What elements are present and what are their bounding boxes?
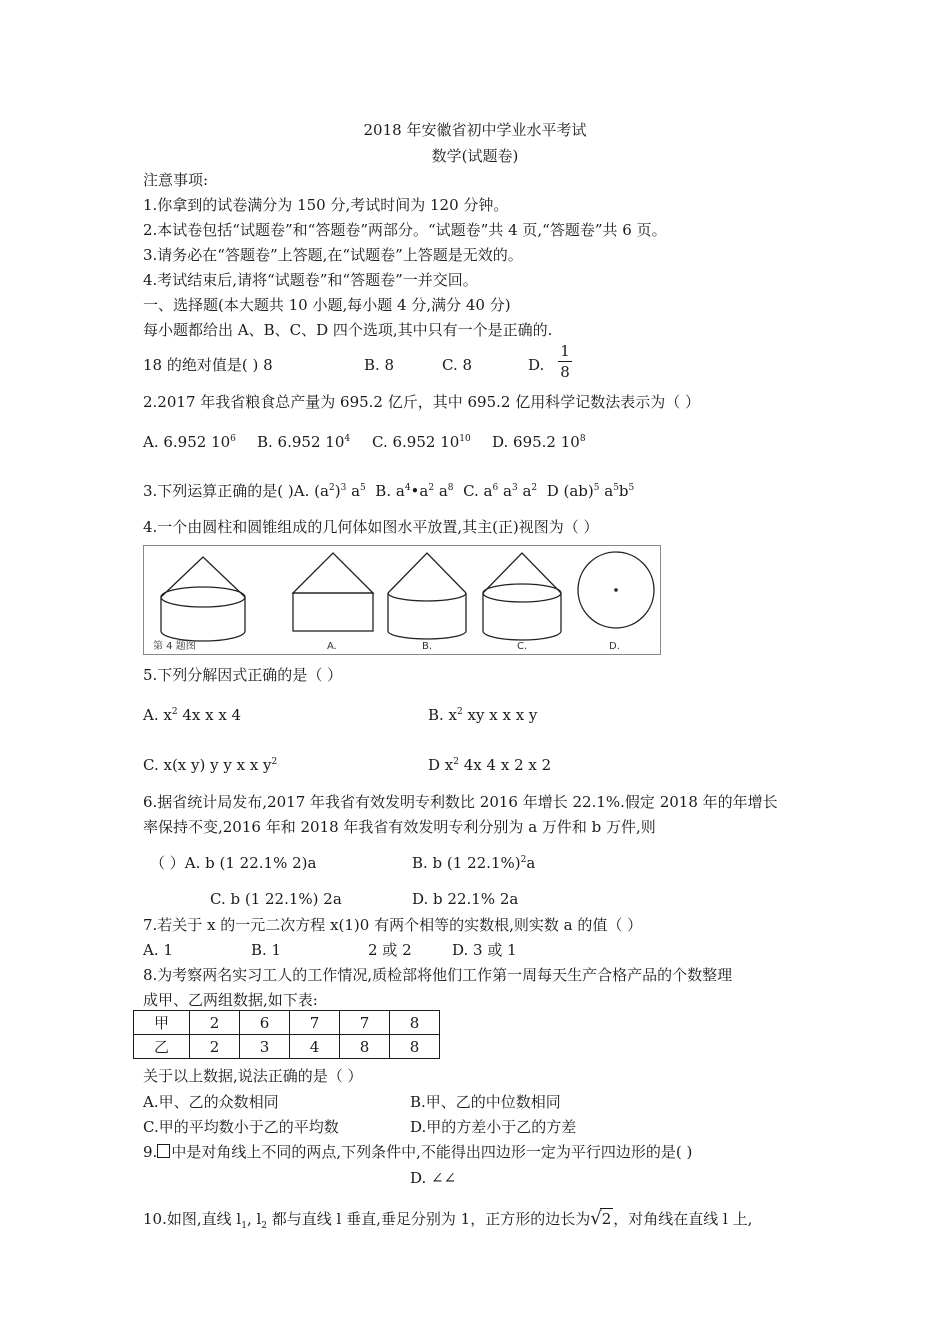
q8-line2: 成甲、乙两组数据,如下表: [143, 991, 318, 1009]
q2-stem: 2.2017 年我省粮食总产量为 695.2 亿斤，其中 695.2 亿用科学记数法表示为（ ） [143, 393, 700, 411]
fig-label-c: C. [517, 641, 528, 652]
table-cell: 8 [390, 1035, 440, 1059]
q5-option-c [143, 755, 277, 775]
note-1: 1.你拿到的试卷满分为 150 分,考试时间为 120 分钟。 [143, 196, 509, 214]
q3-stem: 3.下列运算正确的是( )A. [143, 482, 310, 500]
fig-caption: 第 4 题图 [153, 641, 196, 652]
q3-a-rhs: a [346, 482, 361, 500]
q3-c-exp: 6 [492, 483, 499, 493]
q5-a: A. x [143, 706, 172, 724]
q3-c-exp2: 3 [511, 483, 518, 493]
option-b-shape [388, 553, 466, 639]
q7-option-b: B. 1 [251, 941, 282, 959]
q6-option-a: （ ）A. b (1 22.1% 2)a [150, 854, 317, 872]
q6-option-c: C. b (1 22.1%) 2a [210, 890, 342, 908]
q1-option-c: C. 8 [442, 356, 473, 374]
q5-a-rest: 4x x x 4 [177, 706, 242, 724]
q1-stem: 18 的绝对值是( ) 8 [143, 356, 273, 374]
section-instruction: 每小题都给出 A、B、C、D 四个选项,其中只有一个是正确的. [143, 321, 553, 339]
q9-number: 9. [143, 1143, 158, 1161]
q5-b-exp: 2 [457, 707, 463, 717]
q8-data-table [133, 1010, 440, 1059]
q3-b-dot: •a [410, 482, 429, 500]
q7-option-d: D. 3 或 1 [452, 941, 517, 959]
q2-a-exp: 6 [230, 434, 236, 444]
q6-b-exp: 2 [520, 855, 527, 865]
q5-option-a [143, 705, 241, 725]
q10-sqrt-value: 2 [601, 1210, 612, 1228]
q6-b: B. b (1 22.1%) [412, 854, 521, 872]
q2-b-exp: 4 [344, 434, 351, 444]
fig-label-d: D. [609, 641, 620, 652]
q3-b-exp2: 2 [428, 483, 435, 493]
q1-option-d: D. [528, 356, 545, 374]
question-10 [143, 1208, 752, 1236]
cone-cylinder-solid [161, 557, 245, 641]
q7-option-c: 2 或 2 [368, 941, 412, 959]
q3-c-rhs: a [517, 482, 532, 500]
q2-c-exp: 10 [459, 434, 471, 444]
q8-option-b: B.甲、乙的中位数相同 [410, 1093, 561, 1111]
q3-d-b: b [618, 482, 629, 500]
q2-option-d [492, 432, 586, 452]
q1-frac-num: 1 [560, 342, 570, 360]
q4-stem: 4.一个由圆柱和圆锥组成的几何体如图水平放置,其主(正)视图为（ ） [143, 518, 599, 536]
q7-stem: 7.若关于 x 的一元二次方程 x(1)0 有两个相等的实数根,则实数 a 的值（ ） [143, 916, 643, 934]
table-cell: 3 [240, 1035, 290, 1059]
q2-b-text: B. 6.952 10 [257, 433, 345, 451]
table-cell: 甲 [134, 1011, 190, 1035]
notes-heading: 注意事项: [143, 171, 209, 189]
option-c-shape [483, 553, 561, 640]
table-cell: 6 [240, 1011, 290, 1035]
q7-option-a: A. 1 [143, 941, 173, 959]
q2-a-text: A. 6.952 10 [143, 433, 231, 451]
question-3 [143, 481, 634, 501]
q3-d-exp2: 5 [613, 483, 619, 493]
q2-option-b [257, 432, 350, 452]
q10-pre: 10.如图,直线 l [143, 1210, 242, 1228]
note-2: 2.本试卷包括“试题卷”和“答题卷”两部分。“试题卷”共 4 页,“答题卷”共 6 页。 [143, 221, 667, 239]
q8-question: 关于以上数据,说法正确的是（ ） [143, 1067, 363, 1085]
q3-b-exp: 4 [404, 483, 411, 493]
q1-fraction [555, 343, 575, 380]
q3-d: D (ab) [546, 482, 594, 500]
q3-c: C. a [463, 482, 493, 500]
q5-b: B. x [428, 706, 458, 724]
q1-option-b: B. 8 [364, 356, 395, 374]
q4-figure [143, 545, 661, 655]
q3-d-exp: 5 [593, 483, 600, 493]
q3-a-exp: 2 [328, 483, 335, 493]
q3-c-exp3: 2 [531, 483, 538, 493]
note-3: 3.请务必在“答题卷”上答题,在“试题卷”上答题是无效的。 [143, 246, 523, 264]
q5-d-rest: 4x 4 x 2 x 2 [459, 756, 552, 774]
q5-a-exp: 2 [171, 707, 178, 717]
q3-b-exp3: 8 [447, 483, 454, 493]
q5-c-exp: 2 [271, 757, 278, 767]
table-row [134, 1011, 440, 1035]
q3-a-exp2: 3 [340, 483, 347, 493]
q8-line1: 8.为考察两名实习工人的工作情况,质检部将他们工作第一周每天生产合格产品的个数整理 [143, 966, 733, 984]
q9-stem: 中是对角线上不同的两点,下列条件中,不能得出四边形一定为平行四边形的是( ) [171, 1143, 693, 1161]
table-cell: 8 [340, 1035, 390, 1059]
q5-stem: 5.下列分解因式正确的是（ ） [143, 666, 343, 684]
q8-option-d: D.甲的方差小于乙的方差 [410, 1118, 577, 1136]
q3-a-paren: ) [334, 482, 341, 500]
exam-title: 2018 年安徽省初中学业水平考试 [363, 121, 587, 139]
q6-option-d: D. b 22.1% 2a [412, 890, 519, 908]
q8-option-a: A.甲、乙的众数相同 [143, 1093, 279, 1111]
question-9 [143, 1142, 692, 1162]
fig-label-b: B. [422, 641, 433, 652]
table-row [134, 1035, 440, 1059]
q6-b-rest: a [526, 854, 536, 872]
q3-c-mid: a [498, 482, 512, 500]
table-cell: 8 [390, 1011, 440, 1035]
table-cell: 2 [190, 1035, 240, 1059]
q5-option-d [428, 755, 551, 775]
q5-d-exp: 2 [453, 757, 459, 767]
table-cell: 7 [290, 1011, 340, 1035]
q10-sub2: 2 [261, 1221, 268, 1231]
q9-option-d: D. ∠∠ [410, 1169, 457, 1187]
q3-a-exp3: 5 [360, 483, 366, 493]
q10-post: 都与直线 l 垂直,垂足分别为 1，正方形的边长为 [267, 1210, 591, 1228]
q3-d-mid: a [599, 482, 614, 500]
note-4: 4.考试结束后,请将“试题卷”和“答题卷”一并交回。 [143, 271, 478, 289]
q8-option-c: C.甲的平均数小于乙的平均数 [143, 1118, 339, 1136]
q6-line2: 率保持不变,2016 年和 2018 年我省有效发明专利分别为 a 万件和 b 万件,则 [143, 818, 656, 836]
q2-c-text: C. 6.952 10 [372, 433, 460, 451]
table-cell: 乙 [134, 1035, 190, 1059]
parallelogram-icon [157, 1144, 170, 1158]
q2-option-c [372, 432, 471, 452]
option-d-shape [578, 552, 654, 628]
fig-label-a: A. [327, 641, 337, 652]
q1-frac-den: 8 [560, 363, 570, 381]
q2-option-a [143, 432, 236, 452]
q5-c: C. x(x y) y y x x y [143, 756, 272, 774]
q10-end: ，对角线在直线 l 上, [613, 1210, 753, 1228]
q5-b-rest: xy x x x y [462, 706, 538, 724]
exam-subtitle: 数学(试题卷) [431, 147, 519, 165]
fraction-bar [558, 361, 572, 362]
table-cell: 4 [290, 1035, 340, 1059]
q2-d-text: D. 695.2 10 [492, 433, 580, 451]
option-a-shape [293, 553, 373, 631]
section-heading: 一、选择题(本大题共 10 小题,每小题 4 分,满分 40 分) [143, 296, 511, 314]
q6-line1: 6.据省统计局发布,2017 年我省有效发明专利数比 2016 年增长 22.1%.假定 2018 年的年增长 [143, 793, 778, 811]
sqrt-symbol: √ [590, 1208, 602, 1229]
table-cell: 2 [190, 1011, 240, 1035]
q5-option-b [428, 705, 537, 725]
q2-d-exp: 8 [579, 434, 586, 444]
q3-b: B. a [375, 482, 405, 500]
q3-d-exp3: 5 [628, 483, 635, 493]
q5-d: D x [428, 756, 454, 774]
q3-a: (a [314, 482, 329, 500]
q4-figure-svg [143, 545, 661, 655]
table-cell: 7 [340, 1011, 390, 1035]
q3-b-rhs: a [434, 482, 448, 500]
q6-option-b [412, 853, 535, 873]
q10-mid: , l [246, 1210, 262, 1228]
q10-sub1: 1 [241, 1221, 247, 1231]
